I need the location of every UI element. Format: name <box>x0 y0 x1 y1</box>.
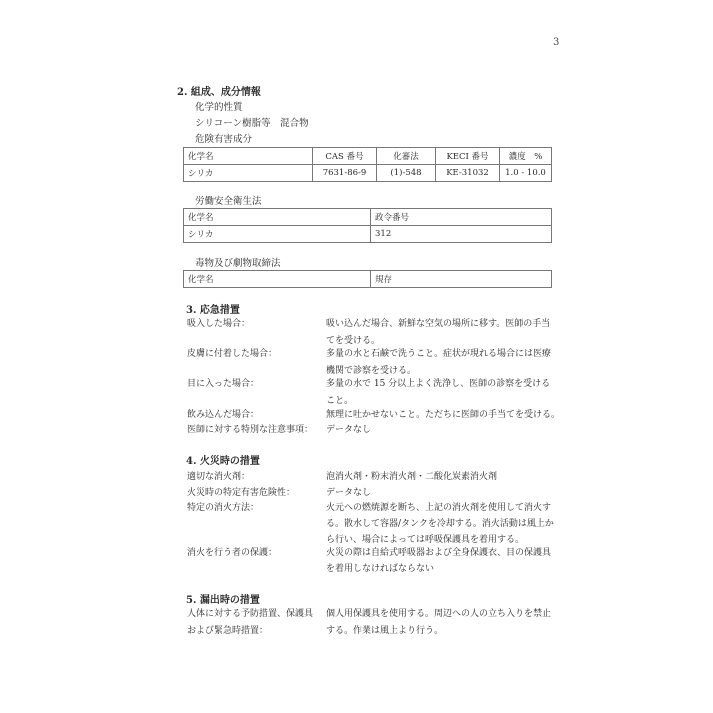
table-header-cell: KECI 番号 <box>436 148 500 165</box>
section-4-heading: 4. 火災時の措置 <box>186 456 260 467</box>
firefighting-label: 消火を行う者の保護： <box>187 548 278 558</box>
table-header-cell: 化学名 <box>184 148 313 165</box>
release-text: する。作業は風上より行う。 <box>326 626 444 636</box>
table-cell: シリカ <box>184 165 313 182</box>
firefighting-label: 特定の消火方法： <box>187 503 260 513</box>
first-aid-text: 多量の水で 15 分以上よく洗浄し、医師の診察を受ける <box>326 379 551 389</box>
first-aid-label: 皮膚に付着した場合： <box>187 349 278 359</box>
firefighting-text: データなし <box>326 488 372 498</box>
labor-law-table <box>183 208 552 243</box>
first-aid-label: 飲み込んだ場合： <box>187 410 260 420</box>
hazardous-components-label: 危険有害成分 <box>195 134 253 145</box>
first-aid-text: 無理に吐かせないこと。ただちに医師の手当てを受ける。 <box>326 410 561 420</box>
release-text: 個人用保護具を使用する。周辺への人の立ち入りを禁止 <box>326 609 552 619</box>
firefighting-label: 火災時の特定有害危険性： <box>187 488 296 498</box>
section-2-heading: 2. 組成、成分情報 <box>177 87 261 98</box>
table-cell: 1.0 - 10.0 <box>500 165 552 182</box>
table-header-cell: 濃度 % <box>500 148 552 165</box>
release-label: および緊急時措置： <box>187 626 269 636</box>
first-aid-text: 多量の水と石鹸で洗うこと。症状が現れる場合には医療 <box>326 349 552 359</box>
first-aid-text: 吸い込んだ場合、新鮮な空気の場所に移す。医師の手当 <box>326 319 551 329</box>
table-header-cell: 規存 <box>371 271 552 288</box>
release-label: 人体に対する予防措置、保護具 <box>187 609 314 619</box>
table-header-cell: 化審法 <box>377 148 436 165</box>
table-cell: 7631-86-9 <box>313 165 377 182</box>
table-header-row <box>184 209 552 226</box>
table-cell: シリカ <box>184 226 371 243</box>
firefighting-text: る。散水して容器/タンクを冷却する。消火活動は風上か <box>326 519 554 529</box>
table-header-row <box>184 148 552 165</box>
firefighting-text: 泡消火剤・粉末消火剤・二酸化炭素消火剤 <box>326 472 498 482</box>
first-aid-text: データなし <box>326 425 372 435</box>
table-row <box>184 226 552 243</box>
firefighting-text: を着用しなければならない <box>326 564 435 574</box>
firefighting-text: 火災の際は自給式呼吸器および全身保護衣、目の保護具 <box>326 548 552 558</box>
section-5-heading: 5. 漏出時の措置 <box>186 595 260 606</box>
table-cell: (1)-548 <box>377 165 436 182</box>
table-row <box>184 165 552 182</box>
first-aid-label: 目に入った場合： <box>187 379 260 389</box>
poison-law-table <box>183 270 552 288</box>
chemical-nature-label: 化学的性質 <box>195 102 243 113</box>
first-aid-text: 機関で診察を受ける。 <box>326 366 417 376</box>
poison-law-label: 毒物及び劇物取締法 <box>195 258 281 269</box>
table-header-cell: 化学名 <box>184 209 371 226</box>
components-table <box>183 147 552 182</box>
first-aid-text: こと。 <box>326 396 354 406</box>
page-number: 3 <box>553 37 560 48</box>
table-cell: KE-31032 <box>436 165 500 182</box>
table-header-cell: 化学名 <box>184 271 371 288</box>
firefighting-text: 火元への燃焼源を断ち、上記の消火剤を使用して消火す <box>326 503 552 513</box>
firefighting-label: 適切な消火剤： <box>187 472 251 482</box>
labor-law-label: 労働安全衛生法 <box>195 196 262 207</box>
table-header-cell: CAS 番号 <box>313 148 377 165</box>
first-aid-text: てを受ける。 <box>326 336 381 346</box>
table-header-row <box>184 271 552 288</box>
first-aid-label: 吸入した場合： <box>187 319 251 329</box>
section-3-heading: 3. 応急措置 <box>186 305 240 316</box>
table-header-cell: 政令番号 <box>371 209 552 226</box>
first-aid-label: 医師に対する特別な注意事項： <box>187 425 314 435</box>
firefighting-text: ら行い、場合によっては呼吸保護具を着用する。 <box>326 535 525 545</box>
chemical-nature-value: シリコーン樹脂等 混合物 <box>195 118 309 129</box>
table-cell: 312 <box>371 226 552 243</box>
